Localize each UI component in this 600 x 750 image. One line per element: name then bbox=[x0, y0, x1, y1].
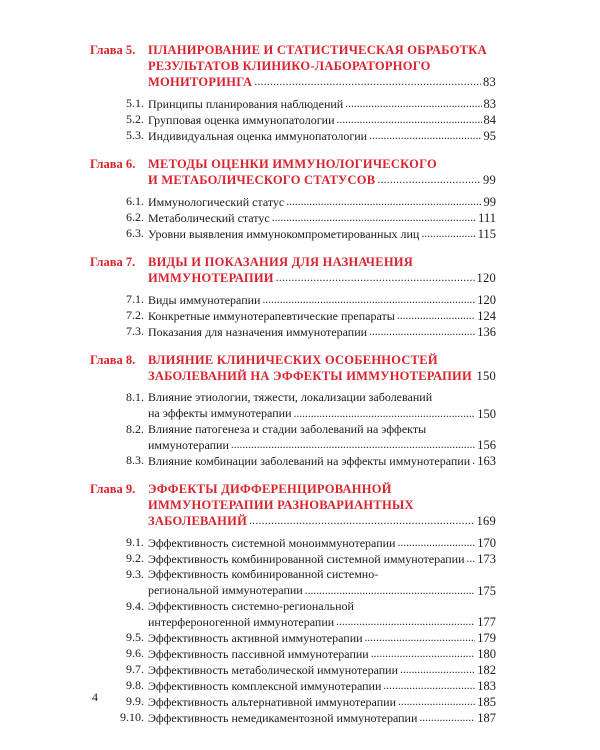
leader-dots bbox=[231, 437, 475, 453]
section-page: 156 bbox=[477, 438, 496, 452]
toc-section bbox=[0, 194, 600, 210]
leader-dots bbox=[365, 630, 476, 646]
chapter-title bbox=[148, 352, 496, 384]
chapter-label: Глава 9. bbox=[90, 482, 136, 496]
section-title-last-line bbox=[148, 583, 496, 599]
section-title bbox=[148, 694, 496, 710]
leader-dots bbox=[397, 308, 475, 324]
leader-dots bbox=[383, 678, 475, 694]
section-title-text: Эффективность комплексной иммунотерапии bbox=[148, 678, 382, 693]
section-title-text: Эффективность системной моноиммунотерапии bbox=[148, 535, 396, 550]
section-title-last-line bbox=[148, 453, 496, 469]
chapter-page: 83 bbox=[483, 75, 496, 89]
section-page: 187 bbox=[477, 711, 496, 725]
chapter-title-line: РЕЗУЛЬТАТОВ КЛИНИКО-ЛАБОРАТОРНОГО bbox=[148, 59, 431, 73]
section-title-last-line bbox=[148, 406, 496, 422]
leader-dots bbox=[337, 112, 482, 128]
toc-section bbox=[0, 567, 600, 599]
section-page: 170 bbox=[477, 536, 496, 550]
leader-dots bbox=[286, 194, 481, 210]
section-title bbox=[148, 551, 496, 567]
leader-dots bbox=[467, 551, 476, 567]
toc-chapter bbox=[0, 481, 600, 726]
leader-dots bbox=[421, 226, 475, 242]
toc-section bbox=[0, 710, 600, 726]
chapter-title-last-line bbox=[148, 270, 496, 286]
section-title bbox=[148, 678, 496, 694]
section-number: 7.3. bbox=[126, 324, 144, 338]
toc-section bbox=[0, 324, 600, 340]
chapter-title-text: ЗАБОЛЕВАНИЙ bbox=[148, 514, 248, 528]
chapter-title bbox=[148, 481, 496, 529]
section-title bbox=[148, 662, 496, 678]
section-number: 5.1. bbox=[126, 96, 144, 110]
toc-section bbox=[0, 112, 600, 128]
section-number: 6.3. bbox=[126, 226, 144, 240]
section-title-text: на эффекты иммунотерапии bbox=[148, 406, 292, 420]
toc-section bbox=[0, 453, 600, 469]
section-number: 8.3. bbox=[126, 453, 144, 467]
section-title bbox=[148, 308, 496, 324]
leader-dots bbox=[276, 270, 475, 286]
section-title bbox=[148, 567, 496, 599]
chapter-title-text: И МЕТАБОЛИЧЕСКОГО СТАТУСОВ bbox=[148, 173, 376, 187]
chapter-title-line: ВЛИЯНИЕ КЛИНИЧЕСКИХ ОСОБЕННОСТЕЙ bbox=[148, 353, 438, 367]
section-title-text: Эффективность альтернативной иммунотерапии bbox=[148, 694, 396, 709]
chapter-title-line: ЭФФЕКТЫ ДИФФЕРЕНЦИРОВАННОЙ bbox=[148, 482, 392, 496]
section-list bbox=[0, 96, 600, 144]
section-title-line: Эффективность комбинированной системно- bbox=[148, 567, 379, 581]
chapter-title-text: МОНИТОРИНГА bbox=[148, 75, 253, 89]
chapter-title bbox=[148, 42, 496, 90]
leader-dots bbox=[305, 583, 476, 599]
section-title-last-line bbox=[148, 551, 496, 567]
toc-section bbox=[0, 96, 600, 112]
leader-dots bbox=[398, 694, 475, 710]
section-title-text: Метаболический статус bbox=[148, 210, 270, 225]
section-title-last-line bbox=[148, 646, 496, 662]
leader-dots bbox=[254, 74, 481, 90]
chapter-page: 169 bbox=[476, 514, 496, 528]
toc-section bbox=[0, 535, 600, 551]
toc-section bbox=[0, 551, 600, 567]
toc-section bbox=[0, 422, 600, 454]
leader-dots bbox=[369, 324, 475, 340]
section-page: 115 bbox=[477, 227, 496, 241]
chapter-label: Глава 5. bbox=[90, 43, 136, 57]
chapter-title bbox=[148, 254, 496, 286]
section-number: 9.4. bbox=[126, 598, 144, 613]
section-title-last-line bbox=[148, 128, 496, 144]
leader-dots bbox=[262, 292, 475, 308]
section-title-last-line bbox=[148, 614, 496, 630]
section-title-last-line bbox=[148, 662, 496, 678]
section-title-text: Конкретные иммунотерапевтические препараты bbox=[148, 308, 395, 323]
chapter-title-line: ВИДЫ И ПОКАЗАНИЯ ДЛЯ НАЗНАЧЕНИЯ bbox=[148, 255, 414, 269]
section-title-line: Эффективность системно-региональной bbox=[148, 598, 354, 613]
section-title-last-line bbox=[148, 96, 496, 112]
section-title-text: Групповая оценка иммунопатологии bbox=[148, 112, 335, 127]
section-title bbox=[148, 535, 496, 551]
section-page: 83 bbox=[483, 97, 496, 111]
section-title bbox=[148, 194, 496, 210]
section-title-last-line bbox=[148, 210, 496, 226]
section-title-text: Эффективность метаболической иммунотерапии bbox=[148, 662, 398, 677]
section-page: 150 bbox=[477, 406, 496, 421]
section-title bbox=[148, 599, 496, 631]
chapter-title-text: ЗАБОЛЕВАНИЙ НА ЭФФЕКТЫ ИММУНОТЕРАПИИ bbox=[148, 369, 472, 383]
section-title-last-line bbox=[148, 535, 496, 551]
chapter-title-last-line bbox=[148, 74, 496, 90]
section-title bbox=[148, 646, 496, 662]
section-title-last-line bbox=[148, 437, 496, 453]
table-of-contents bbox=[0, 42, 600, 738]
section-title-last-line bbox=[148, 194, 496, 210]
section-number: 5.2. bbox=[126, 112, 144, 126]
section-title bbox=[148, 96, 496, 112]
leader-dots bbox=[336, 614, 475, 630]
leader-dots bbox=[294, 406, 476, 422]
section-title-last-line bbox=[148, 710, 496, 726]
section-page: 179 bbox=[477, 631, 496, 645]
section-title-text: Эффективность активной иммунотерапии bbox=[148, 630, 363, 645]
chapter-page: 150 bbox=[476, 369, 496, 383]
section-number: 7.1. bbox=[126, 292, 144, 306]
chapter-label: Глава 8. bbox=[90, 353, 136, 367]
section-title bbox=[148, 390, 496, 422]
section-page: 185 bbox=[477, 695, 496, 709]
section-number: 9.8. bbox=[126, 678, 144, 692]
toc-chapter bbox=[0, 42, 600, 144]
section-title-text: Эффективность пассивной иммунотерапии bbox=[148, 646, 369, 661]
section-title-last-line bbox=[148, 308, 496, 324]
section-title-last-line bbox=[148, 226, 496, 242]
section-page: 124 bbox=[477, 309, 496, 323]
leader-dots bbox=[419, 710, 475, 726]
toc-chapter bbox=[0, 352, 600, 469]
section-page: 99 bbox=[483, 195, 496, 209]
section-title-text: Уровни выявления иммунокомпрометированных лиц bbox=[148, 226, 420, 241]
section-title-line: Влияние этиологии, тяжести, локализации заболеваний bbox=[148, 390, 433, 404]
section-page: 177 bbox=[477, 615, 496, 629]
toc-chapter bbox=[0, 156, 600, 242]
section-number: 9.5. bbox=[126, 630, 144, 644]
section-list bbox=[0, 390, 600, 469]
section-number: 9.3. bbox=[126, 567, 144, 581]
section-list bbox=[0, 535, 600, 726]
section-page: 182 bbox=[477, 663, 496, 677]
toc-section bbox=[0, 292, 600, 308]
section-title bbox=[148, 292, 496, 308]
toc-section bbox=[0, 678, 600, 694]
section-title bbox=[148, 226, 496, 242]
toc-section bbox=[0, 308, 600, 324]
section-number: 8.2. bbox=[126, 421, 144, 436]
chapter-title-last-line bbox=[148, 172, 496, 188]
leader-dots bbox=[400, 662, 475, 678]
chapter-page: 99 bbox=[483, 173, 496, 187]
toc-section bbox=[0, 646, 600, 662]
toc-section bbox=[0, 694, 600, 710]
section-page: 173 bbox=[477, 552, 496, 566]
chapter-label: Глава 6. bbox=[90, 157, 136, 171]
section-title-text: Влияние комбинации заболеваний на эффекты иммунотерапии bbox=[148, 453, 471, 468]
section-page: 175 bbox=[477, 583, 496, 598]
section-page: 111 bbox=[478, 211, 496, 225]
section-page: 84 bbox=[483, 113, 496, 127]
chapter-title-line: ПЛАНИРОВАНИЕ И СТАТИСТИЧЕСКАЯ ОБРАБОТКА bbox=[148, 43, 487, 57]
section-number: 9.6. bbox=[126, 646, 144, 660]
section-page: 136 bbox=[477, 325, 496, 339]
section-list bbox=[0, 194, 600, 242]
chapter-title-line: ИММУНОТЕРАПИИ РАЗНОВАРИАНТНЫХ bbox=[148, 498, 414, 512]
leader-dots bbox=[272, 210, 476, 226]
toc-section bbox=[0, 226, 600, 242]
section-title-line: Влияние патогенеза и стадии заболеваний на эффекты bbox=[148, 421, 427, 436]
section-title-last-line bbox=[148, 292, 496, 308]
section-number: 7.2. bbox=[126, 308, 144, 322]
section-title-text: региональной иммунотерапии bbox=[148, 583, 303, 597]
section-title bbox=[148, 128, 496, 144]
section-title-text: Виды иммунотерапии bbox=[148, 292, 261, 307]
section-page: 183 bbox=[477, 679, 496, 693]
section-title-last-line bbox=[148, 694, 496, 710]
section-page: 163 bbox=[477, 454, 496, 468]
chapter-title-last-line bbox=[148, 368, 496, 384]
section-title-last-line bbox=[148, 630, 496, 646]
section-title-text: Показания для назначения иммунотерапии bbox=[148, 324, 368, 339]
toc-section bbox=[0, 390, 600, 422]
section-title-last-line bbox=[148, 678, 496, 694]
leader-dots bbox=[472, 453, 475, 469]
leader-dots bbox=[249, 513, 474, 529]
toc-section bbox=[0, 630, 600, 646]
section-title bbox=[148, 210, 496, 226]
chapter-title-last-line bbox=[148, 513, 496, 529]
section-number: 6.1. bbox=[126, 194, 144, 208]
section-number: 9.2. bbox=[126, 551, 144, 565]
leader-dots bbox=[377, 172, 481, 188]
section-title bbox=[148, 112, 496, 128]
leader-dots bbox=[397, 535, 475, 551]
section-number: 9.9. bbox=[126, 694, 144, 708]
page-number: 4 bbox=[92, 690, 98, 704]
section-list bbox=[0, 292, 600, 340]
chapter-title bbox=[148, 156, 496, 188]
section-page: 120 bbox=[477, 293, 496, 307]
section-number: 6.2. bbox=[126, 210, 144, 224]
section-title-last-line bbox=[148, 324, 496, 340]
section-number: 9.1. bbox=[126, 535, 144, 549]
section-title bbox=[148, 324, 496, 340]
section-title-text: Индивидуальная оценка иммунопатологии bbox=[148, 128, 368, 143]
section-title-text: Иммунологический статус bbox=[148, 194, 285, 209]
leader-dots bbox=[371, 646, 476, 662]
section-number: 9.10. bbox=[120, 710, 144, 724]
section-title bbox=[148, 710, 496, 726]
section-title-text: Эффективность комбинированной системной иммунотерапии bbox=[148, 551, 465, 566]
section-title-last-line bbox=[148, 112, 496, 128]
section-title bbox=[148, 453, 496, 469]
section-title-text: иммунотерапии bbox=[148, 437, 229, 452]
toc-section bbox=[0, 662, 600, 678]
section-number: 5.3. bbox=[126, 128, 144, 142]
section-title-text: Принципы планирования наблюдений bbox=[148, 96, 344, 111]
toc-section bbox=[0, 128, 600, 144]
section-title-text: интерфероногенной иммунотерапии bbox=[148, 614, 335, 629]
section-title bbox=[148, 630, 496, 646]
section-number: 8.1. bbox=[126, 390, 144, 404]
toc-chapter bbox=[0, 254, 600, 340]
chapter-title-line: МЕТОДЫ ОЦЕНКИ ИММУНОЛОГИЧЕСКОГО bbox=[148, 157, 437, 171]
leader-dots bbox=[369, 128, 481, 144]
leader-dots bbox=[345, 96, 481, 112]
toc-section bbox=[0, 599, 600, 631]
toc-section bbox=[0, 210, 600, 226]
section-title-text: Эффективность немедикаментозной иммунотерапии bbox=[148, 710, 418, 725]
leader-dots bbox=[474, 368, 475, 384]
chapter-title-text: ИММУНОТЕРАПИИ bbox=[148, 271, 274, 285]
chapter-label: Глава 7. bbox=[90, 255, 136, 269]
section-title bbox=[148, 422, 496, 454]
section-page: 180 bbox=[477, 647, 496, 661]
section-page: 95 bbox=[483, 129, 496, 143]
section-number: 9.7. bbox=[126, 662, 144, 676]
chapter-page: 120 bbox=[476, 271, 496, 285]
